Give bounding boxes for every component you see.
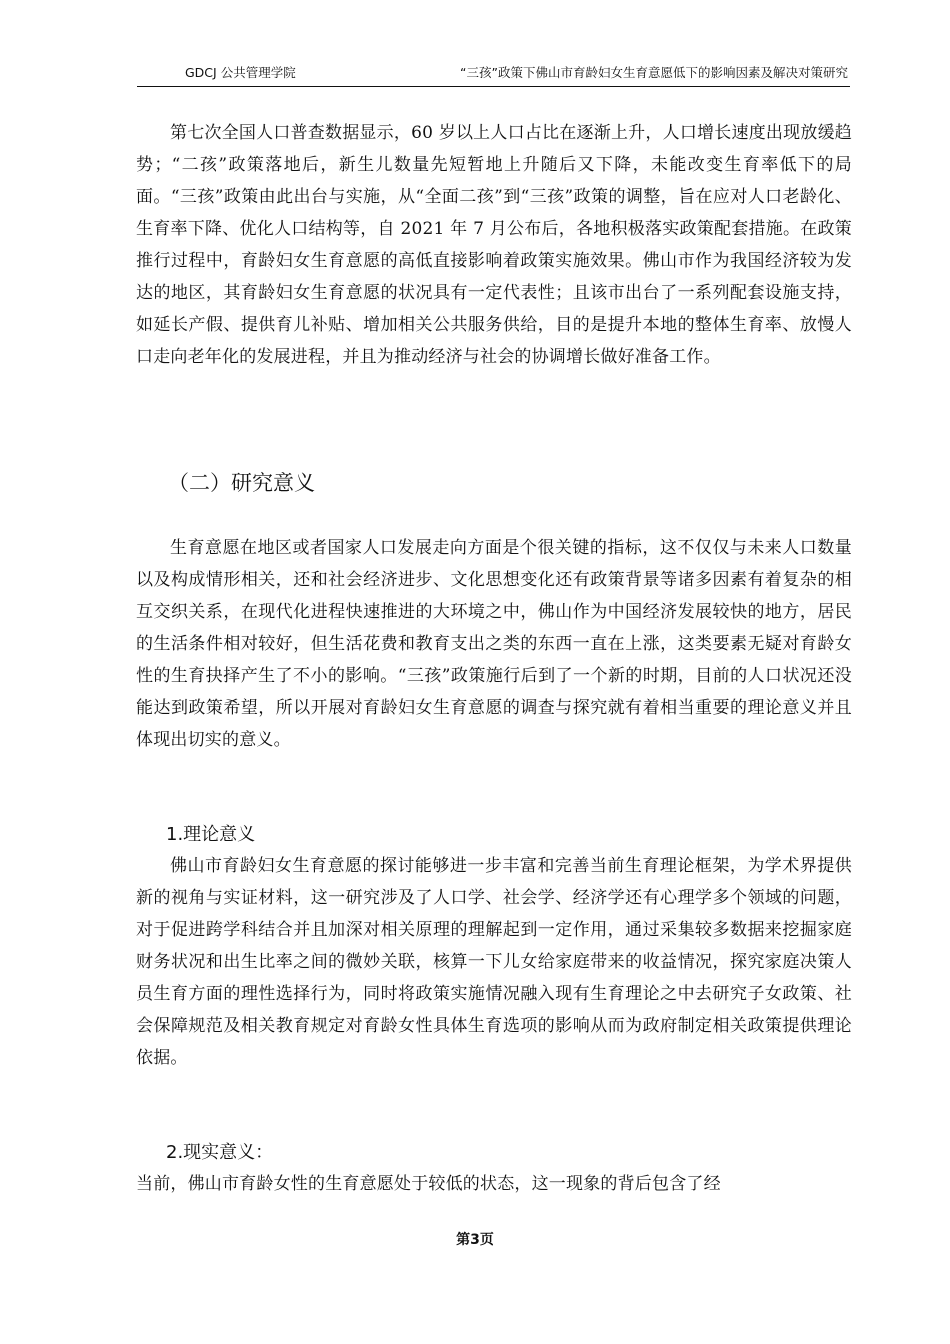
header-thesis-title: “三孩”政策下佛山市育龄妇女生育意愿低下的影响因素及解决对策研究 [460, 65, 848, 80]
paragraph-practice: 当前，佛山市育龄女性的生育意愿处于较低的状态，这一现象的背后包含了经 [136, 1174, 721, 1194]
page-number: 第3页 [456, 1232, 494, 1248]
paragraph-theory: 佛山市育龄妇女生育意愿的探讨能够进一步丰富和完善当前生育理论框架，为学术界提供新的视角与实证材料，这一研究涉及了人口学、社会学、经济学还有心理学多个领域的问题，对于促进跨学科结合并且加深对相关原理的理解起到一定作用，通过采集较多数据来挖掘家庭财务状况和出生比率之间的微妙关联，核算一下儿女给家庭带来的收益情况，探究家庭决策人员生育方面的理性选择行为，同时将政策实施情况融入现有生育理论之中去研究子女政策、社会保障规范及相关教育规定对育龄女性具体生育选项的影响从而为政府制定相关政策提供理论依据。 [136, 856, 852, 1068]
paragraph-significance: 生育意愿在地区或者国家人口发展走向方面是个很关键的指标，这不仅仅与未来人口数量以及构成情形相关，还和社会经济进步、文化思想变化还有政策背景等诸多因素有着复杂的相互交织关系，在现代化进程快速推进的大环境之中，佛山作为中国经济发展较快的地方，居民的生活条件相对较好，但生活花费和教育支出之类的东西一直在上涨，这类要素无疑对育龄女性的生育抉择产生了不小的影响。“三孩”政策施行后到了一个新的时期，目前的人口状况还没能达到政策希望，所以开展对育龄妇女生育意愿的调查与探究就有着相当重要的理论意义并且体现出切实的意义。 [136, 538, 852, 750]
header-institution: GDCJ 公共管理学院 [185, 65, 296, 80]
section-title-significance: （二）研究意义 [168, 471, 315, 495]
page-header [137, 60, 850, 87]
subsection-title-practice: 2.现实意义： [166, 1142, 274, 1163]
subsection-title-theory: 1.理论意义 [166, 824, 256, 845]
paragraph-background: 第七次全国人口普查数据显示，60 岁以上人口占比在逐渐上升，人口增长速度出现放缓趋势；“二孩”政策落地后，新生儿数量先短暂地上升随后又下降，未能改变生育率低下的局面。“三孩”政策由此出台与实施，从“全面二孩”到“三孩”政策的调整，旨在应对人口老龄化、生育率下降、优化人口结构等，自 2021 年 7 月公布后，各地积极落实政策配套措施。在政策推行过程中，育龄妇女生育意愿的高低直接影响着政策实施效果。佛山市作为我国经济较为发达的地区，其育龄妇女生育意愿的状况具有一定代表性；且该市出台了一系列配套设施支持，如延长产假、提供育儿补贴、增加相关公共服务供给，目的是提升本地的整体生育率、放慢人口走向老年化的发展进程，并且为推动经济与社会的协调增长做好准备工作。 [136, 123, 852, 367]
